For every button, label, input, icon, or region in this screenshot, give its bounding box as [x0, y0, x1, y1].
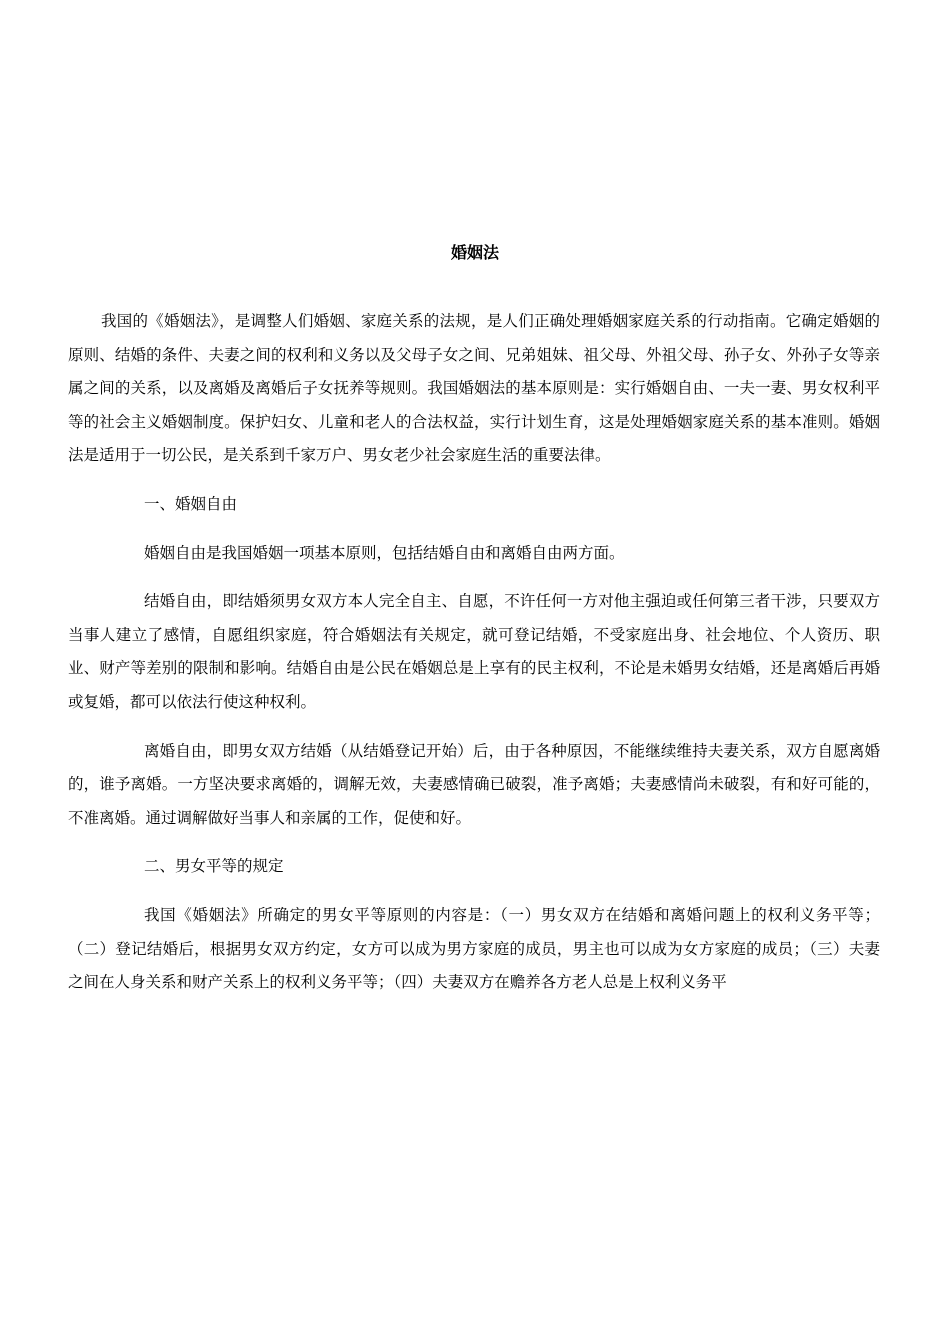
marriage-freedom-paragraph: 婚姻自由是我国婚姻一项基本原则，包括结婚自由和离婚自由两方面。 — [144, 543, 625, 562]
intro-paragraph: 我国的《婚姻法》，是调整人们婚姻、家庭关系的法规，是人们正确处理婚姻家庭关系的行动指南。它确定婚姻的原则、结婚的条件、夫妻之间的权利和义务以及父母子女之间、兄弟姐妹、祖父母、外祖父母、孙子女、外孙子女等亲属之间的关系，以及离婚及离婚后子女抚养等规则。我国婚姻法的基本原则是：实行婚姻自由、一夫一妻、男女权利平等的社会主义婚姻制度。保护妇女、儿童和老人的合法权益，实行计划生育，这是处理婚姻家庭关系的基本准则。婚姻法是适用于一切公民，是关系到千家万户、男女老少社会家庭生活的重要法律。 — [68, 312, 880, 465]
document-body — [68, 305, 880, 1000]
section-heading-marriage-freedom: 一、婚姻自由 — [144, 494, 238, 513]
freedom-to-divorce-paragraph: 离婚自由，即男女双方结婚（从结婚登记开始）后，由于各种原因，不能继续维持夫妻关系，双方自愿离婚的，谁予离婚。一方坚决要求离婚的，调解无效，夫妻感情确已破裂，准予离婚；夫妻感情尚未破裂，有和好可能的，不准离婚。通过调解做好当事人和亲属的工作，促使和好。 — [68, 741, 880, 827]
freedom-to-marry-paragraph: 结婚自由，即结婚须男女双方本人完全自主、自愿，不许任何一方对他主强迫或任何第三者干涉，只要双方当事人建立了感情，自愿组织家庭，符合婚姻法有关规定，就可登记结婚，不受家庭出身、社会地位、个人资历、职业、财产等差别的限制和影响。结婚自由是公民在婚姻总是上享有的民主权利，不论是未婚男女结婚，还是离婚后再婚或复婚，都可以依法行使这种权利。 — [68, 592, 880, 711]
gender-equality-paragraph: 我国《婚姻法》所确定的男女平等原则的内容是：（一）男女双方在结婚和离婚问题上的权利义务平等；（二）登记结婚后，根据男女双方约定，女方可以成为男方家庭的成员，男主也可以成为女方家庭的成员；（三）夫妻之间在人身关系和财产关系上的权利义务平等；（四）夫妻双方在赡养各方老人总是上权利义务平 — [68, 905, 880, 992]
section-heading-gender-equality: 二、男女平等的规定 — [144, 857, 284, 876]
document-title: 婚姻法 — [450, 243, 499, 262]
